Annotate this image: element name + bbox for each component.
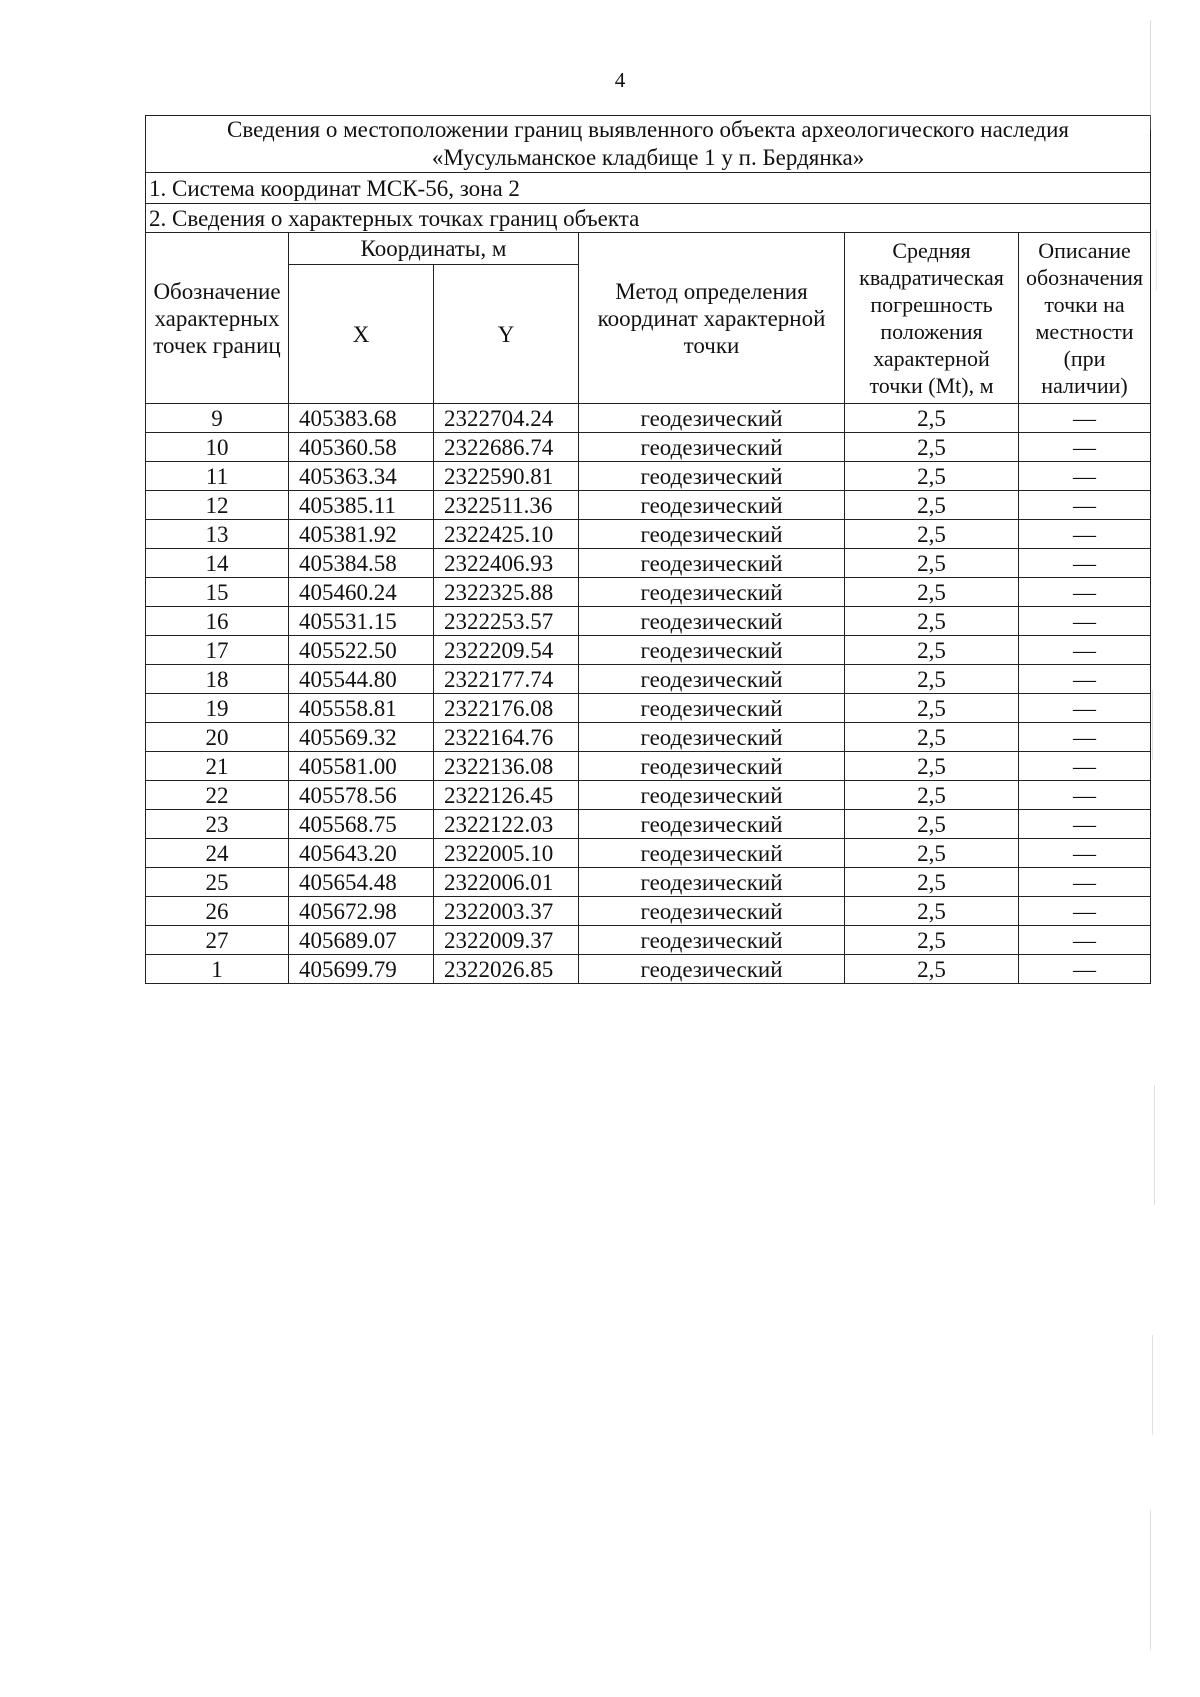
cell-description: — <box>1019 578 1151 607</box>
cell-error: 2,5 <box>845 549 1019 578</box>
cell-error: 2,5 <box>845 781 1019 810</box>
table-row <box>146 781 1151 810</box>
cell-method: геодезический <box>579 810 845 839</box>
cell-description: — <box>1019 549 1151 578</box>
cell-method: геодезический <box>579 955 845 984</box>
cell-point: 9 <box>146 404 289 433</box>
cell-y: 2322122.03 <box>434 810 579 839</box>
cell-error: 2,5 <box>845 520 1019 549</box>
section-characteristic-points: 2. Сведения о характерных точках границ объекта <box>146 204 1151 233</box>
cell-y: 2322704.24 <box>434 404 579 433</box>
scan-mark <box>1152 690 1153 760</box>
cell-y: 2322126.45 <box>434 781 579 810</box>
cell-error: 2,5 <box>845 955 1019 984</box>
cell-x: 405578.56 <box>289 781 434 810</box>
cell-error: 2,5 <box>845 462 1019 491</box>
cell-description: — <box>1019 607 1151 636</box>
cell-y: 2322425.10 <box>434 520 579 549</box>
cell-x: 405384.58 <box>289 549 434 578</box>
cell-y: 2322164.76 <box>434 723 579 752</box>
cell-x: 405699.79 <box>289 955 434 984</box>
table-row <box>146 665 1151 694</box>
table-row <box>146 462 1151 491</box>
cell-x: 405654.48 <box>289 868 434 897</box>
cell-description: — <box>1019 462 1151 491</box>
cell-method: геодезический <box>579 549 845 578</box>
cell-error: 2,5 <box>845 810 1019 839</box>
cell-description: — <box>1019 694 1151 723</box>
cell-method: геодезический <box>579 462 845 491</box>
cell-x: 405522.50 <box>289 636 434 665</box>
cell-y: 2322177.74 <box>434 665 579 694</box>
cell-method: геодезический <box>579 520 845 549</box>
header-point-description: Описание обозначения точки на местности (при наличии) <box>1019 233 1151 404</box>
cell-error: 2,5 <box>845 839 1019 868</box>
header-x: X <box>289 265 434 404</box>
cell-point: 1 <box>146 955 289 984</box>
table-row <box>146 926 1151 955</box>
table-body <box>146 404 1151 984</box>
cell-y: 2322136.08 <box>434 752 579 781</box>
cell-method: геодезический <box>579 723 845 752</box>
cell-x: 405460.24 <box>289 578 434 607</box>
cell-x: 405689.07 <box>289 926 434 955</box>
table-row <box>146 549 1151 578</box>
table-row <box>146 955 1151 984</box>
cell-method: геодезический <box>579 578 845 607</box>
cell-description: — <box>1019 665 1151 694</box>
cell-point: 19 <box>146 694 289 723</box>
cell-x: 405568.75 <box>289 810 434 839</box>
table-row <box>146 723 1151 752</box>
cell-x: 405672.98 <box>289 897 434 926</box>
cell-description: — <box>1019 781 1151 810</box>
table-row <box>146 607 1151 636</box>
cell-error: 2,5 <box>845 926 1019 955</box>
cell-y: 2322003.37 <box>434 897 579 926</box>
cell-y: 2322511.36 <box>434 491 579 520</box>
cell-x: 405569.32 <box>289 723 434 752</box>
header-point-designation: Обозначение характерных точек границ <box>146 233 289 404</box>
cell-method: геодезический <box>579 607 845 636</box>
cell-description: — <box>1019 752 1151 781</box>
header-mean-square-error: Средняя квадратическая погрешность положения характерной точки (Mt), м <box>845 233 1019 404</box>
cell-method: геодезический <box>579 752 845 781</box>
cell-error: 2,5 <box>845 694 1019 723</box>
cell-error: 2,5 <box>845 868 1019 897</box>
cell-point: 16 <box>146 607 289 636</box>
cell-error: 2,5 <box>845 607 1019 636</box>
cell-description: — <box>1019 723 1151 752</box>
cell-y: 2322009.37 <box>434 926 579 955</box>
cell-description: — <box>1019 897 1151 926</box>
header-y: Y <box>434 265 579 404</box>
cell-x: 405381.92 <box>289 520 434 549</box>
cell-method: геодезический <box>579 404 845 433</box>
table-row <box>146 694 1151 723</box>
header-method: Метод определения координат характерной точки <box>579 233 845 404</box>
scan-mark <box>1152 1335 1153 1435</box>
cell-y: 2322686.74 <box>434 433 579 462</box>
cell-description: — <box>1019 955 1151 984</box>
cell-error: 2,5 <box>845 897 1019 926</box>
scan-mark <box>1156 230 1157 290</box>
cell-error: 2,5 <box>845 578 1019 607</box>
table-row <box>146 636 1151 665</box>
table-row <box>146 491 1151 520</box>
cell-point: 26 <box>146 897 289 926</box>
cell-y: 2322325.88 <box>434 578 579 607</box>
table-row <box>146 752 1151 781</box>
cell-point: 15 <box>146 578 289 607</box>
cell-x: 405558.81 <box>289 694 434 723</box>
cell-y: 2322406.93 <box>434 549 579 578</box>
cell-point: 24 <box>146 839 289 868</box>
cell-point: 10 <box>146 433 289 462</box>
cell-method: геодезический <box>579 868 845 897</box>
table-row <box>146 578 1151 607</box>
cell-error: 2,5 <box>845 723 1019 752</box>
cell-y: 2322209.54 <box>434 636 579 665</box>
cell-description: — <box>1019 868 1151 897</box>
cell-x: 405643.20 <box>289 839 434 868</box>
scan-mark <box>1154 1085 1155 1205</box>
cell-point: 17 <box>146 636 289 665</box>
section-coordinate-system: 1. Система координат МСК-56, зона 2 <box>146 173 1151 204</box>
cell-point: 27 <box>146 926 289 955</box>
cell-point: 20 <box>146 723 289 752</box>
cell-x: 405363.34 <box>289 462 434 491</box>
cell-description: — <box>1019 520 1151 549</box>
cell-point: 25 <box>146 868 289 897</box>
cell-description: — <box>1019 404 1151 433</box>
cell-error: 2,5 <box>845 491 1019 520</box>
cell-method: геодезический <box>579 665 845 694</box>
table-row <box>146 810 1151 839</box>
cell-error: 2,5 <box>845 404 1019 433</box>
cell-y: 2322590.81 <box>434 462 579 491</box>
cell-point: 21 <box>146 752 289 781</box>
table-row <box>146 897 1151 926</box>
cell-x: 405581.00 <box>289 752 434 781</box>
cell-point: 13 <box>146 520 289 549</box>
cell-x: 405531.15 <box>289 607 434 636</box>
table-title-line-1: Сведения о местоположении границ выявленного объекта археологического наследия <box>227 117 1069 142</box>
cell-point: 22 <box>146 781 289 810</box>
cell-method: геодезический <box>579 897 845 926</box>
cell-point: 12 <box>146 491 289 520</box>
table-title-line-2: «Мусульманское кладбище 1 у п. Бердянка» <box>431 145 865 170</box>
cell-method: геодезический <box>579 433 845 462</box>
table-row <box>146 404 1151 433</box>
cell-method: геодезический <box>579 491 845 520</box>
cell-x: 405385.11 <box>289 491 434 520</box>
boundary-points-table <box>145 115 1151 984</box>
cell-method: геодезический <box>579 636 845 665</box>
page-number: 4 <box>614 68 626 92</box>
cell-description: — <box>1019 491 1151 520</box>
cell-point: 18 <box>146 665 289 694</box>
cell-error: 2,5 <box>845 752 1019 781</box>
cell-y: 2322006.01 <box>434 868 579 897</box>
table-row <box>146 868 1151 897</box>
cell-y: 2322026.85 <box>434 955 579 984</box>
cell-error: 2,5 <box>845 636 1019 665</box>
cell-y: 2322253.57 <box>434 607 579 636</box>
table-row <box>146 433 1151 462</box>
scan-mark <box>1150 20 1151 130</box>
cell-x: 405544.80 <box>289 665 434 694</box>
table-row <box>146 520 1151 549</box>
cell-y: 2322005.10 <box>434 839 579 868</box>
cell-description: — <box>1019 433 1151 462</box>
cell-point: 11 <box>146 462 289 491</box>
cell-y: 2322176.08 <box>434 694 579 723</box>
cell-point: 14 <box>146 549 289 578</box>
cell-method: геодезический <box>579 839 845 868</box>
cell-x: 405360.58 <box>289 433 434 462</box>
cell-error: 2,5 <box>845 665 1019 694</box>
cell-description: — <box>1019 810 1151 839</box>
table-title <box>146 116 1151 173</box>
cell-method: геодезический <box>579 694 845 723</box>
cell-method: геодезический <box>579 781 845 810</box>
table-row <box>146 839 1151 868</box>
cell-description: — <box>1019 839 1151 868</box>
cell-method: геодезический <box>579 926 845 955</box>
scan-mark <box>1150 1510 1151 1650</box>
header-coordinates: Координаты, м <box>289 233 579 265</box>
cell-error: 2,5 <box>845 433 1019 462</box>
cell-x: 405383.68 <box>289 404 434 433</box>
cell-point: 23 <box>146 810 289 839</box>
cell-description: — <box>1019 926 1151 955</box>
cell-description: — <box>1019 636 1151 665</box>
